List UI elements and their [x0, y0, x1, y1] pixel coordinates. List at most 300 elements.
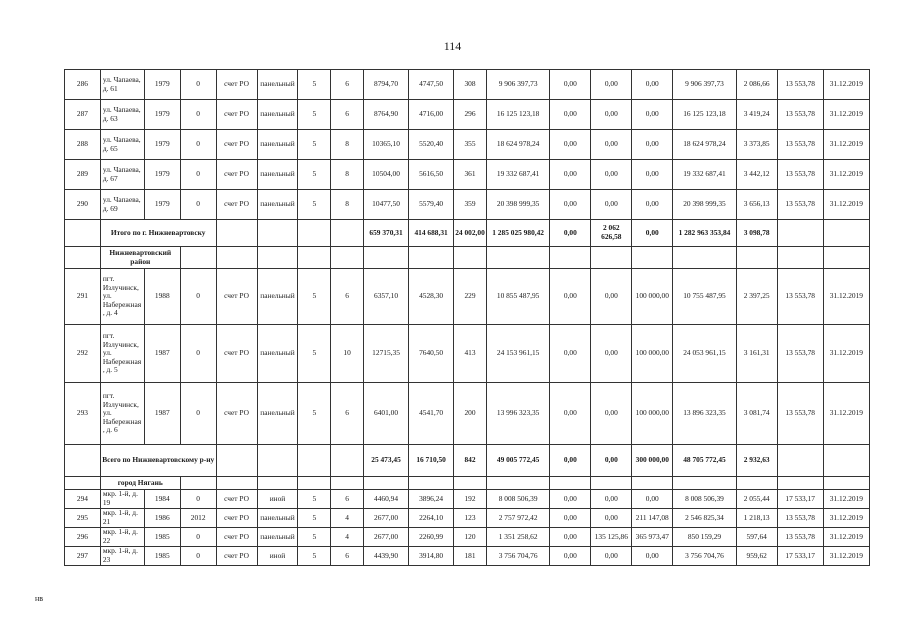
table-cell: 365 973,47 [632, 528, 673, 547]
table-cell: 1987 [144, 325, 180, 383]
table-cell: 0 [180, 160, 216, 190]
total-cell: 1 285 025 980,42 [486, 220, 549, 247]
table-cell: счет РО [216, 269, 257, 325]
table-cell: 5 [298, 383, 331, 445]
table-cell: 9 906 397,73 [486, 70, 549, 100]
table-cell: 296 [65, 528, 101, 547]
table-cell: 295 [65, 509, 101, 528]
total-cell: 842 [454, 445, 487, 477]
table-cell: иной [257, 547, 298, 566]
empty-cell [673, 247, 736, 269]
empty-cell [736, 477, 777, 490]
table-cell: 287 [65, 100, 101, 130]
table-cell: 308 [454, 70, 487, 100]
empty-cell [823, 247, 869, 269]
table-cell: 290 [65, 190, 101, 220]
table-cell: 13 553,78 [777, 100, 823, 130]
table-cell: 413 [454, 325, 487, 383]
empty-cell [216, 477, 257, 490]
table-cell: 0 [180, 269, 216, 325]
table-cell: 0,00 [591, 100, 632, 130]
empty-cell [409, 247, 454, 269]
table-cell: панельный [257, 509, 298, 528]
table-cell: ул. Чапаева, д. 61 [100, 70, 144, 100]
table-cell: 31.12.2019 [823, 509, 869, 528]
table-cell: мкр. 1-й, д. 22 [100, 528, 144, 547]
table-cell: 1985 [144, 547, 180, 566]
table-cell: 0,00 [550, 325, 591, 383]
table-cell: 4716,00 [409, 100, 454, 130]
table-cell: 18 624 978,24 [673, 130, 736, 160]
table-cell: 3 442,12 [736, 160, 777, 190]
empty-cell [298, 247, 331, 269]
table-cell: 5 [298, 70, 331, 100]
total-cell: 2 062 626,58 [591, 220, 632, 247]
table-cell: 0,00 [591, 325, 632, 383]
table-cell: 0,00 [632, 190, 673, 220]
empty-cell [331, 220, 364, 247]
table-cell: 31.12.2019 [823, 100, 869, 130]
table-cell: 3 081,74 [736, 383, 777, 445]
table-cell: 8794,70 [364, 70, 409, 100]
total-row [65, 220, 870, 247]
table-cell: 289 [65, 160, 101, 190]
section-row [65, 477, 870, 490]
table-cell: 31.12.2019 [823, 130, 869, 160]
empty-cell [331, 477, 364, 490]
empty-cell [65, 247, 101, 269]
table-cell: 1985 [144, 528, 180, 547]
empty-cell [409, 477, 454, 490]
table-cell: мкр. 1-й, д. 19 [100, 490, 144, 509]
footer-mark: нв [35, 594, 44, 603]
table-row [65, 528, 870, 547]
table-cell: 2 757 972,42 [486, 509, 549, 528]
table-row [65, 160, 870, 190]
table-cell: пгт. Излучинск, ул. Набережная, д. 4 [100, 269, 144, 325]
table-cell: 10 855 487,95 [486, 269, 549, 325]
table-cell: 3896,24 [409, 490, 454, 509]
table-cell: 1979 [144, 130, 180, 160]
table-cell: 3 756 704,76 [486, 547, 549, 566]
table-cell: 0 [180, 100, 216, 130]
empty-cell [777, 477, 823, 490]
table-cell: 13 553,78 [777, 269, 823, 325]
table-cell: 1979 [144, 100, 180, 130]
table-cell: 0,00 [550, 160, 591, 190]
table-cell: 0,00 [632, 70, 673, 100]
empty-cell [591, 477, 632, 490]
page-number: 114 [443, 39, 462, 53]
total-cell: 414 688,31 [409, 220, 454, 247]
empty-cell [298, 477, 331, 490]
table-cell: 288 [65, 130, 101, 160]
table-cell: счет РО [216, 130, 257, 160]
table-cell: 31.12.2019 [823, 490, 869, 509]
table-cell: 5 [298, 490, 331, 509]
table-row [65, 547, 870, 566]
table-cell: 5616,50 [409, 160, 454, 190]
empty-cell [823, 445, 869, 477]
table-cell: 12715,35 [364, 325, 409, 383]
table-cell: ул. Чапаева, д. 69 [100, 190, 144, 220]
table-cell: 0 [180, 70, 216, 100]
table-cell: 1988 [144, 269, 180, 325]
table-cell: панельный [257, 269, 298, 325]
table-cell: панельный [257, 70, 298, 100]
table-cell: 18 624 978,24 [486, 130, 549, 160]
table-cell: 6 [331, 547, 364, 566]
table-cell: 8 [331, 130, 364, 160]
total-cell: 0,00 [550, 220, 591, 247]
table-cell: 31.12.2019 [823, 528, 869, 547]
table-cell: 6357,10 [364, 269, 409, 325]
table-cell: 0 [180, 383, 216, 445]
empty-cell [65, 477, 101, 490]
empty-cell [257, 220, 298, 247]
table-cell: счет РО [216, 325, 257, 383]
table-cell: 0,00 [550, 190, 591, 220]
table-row [65, 383, 870, 445]
table-cell: 3 756 704,76 [673, 547, 736, 566]
empty-cell [632, 247, 673, 269]
table-cell: 17 533,17 [777, 490, 823, 509]
table-cell: 3 656,13 [736, 190, 777, 220]
table-cell: счет РО [216, 547, 257, 566]
table-cell: 1987 [144, 383, 180, 445]
table-cell: 2677,00 [364, 528, 409, 547]
table-cell: 5 [298, 509, 331, 528]
section-label: город Нягань [100, 477, 180, 490]
table-cell: 4460,94 [364, 490, 409, 509]
table-cell: 2677,00 [364, 509, 409, 528]
table-cell: 6 [331, 490, 364, 509]
total-cell: 24 002,00 [454, 220, 487, 247]
table-cell: 3 161,31 [736, 325, 777, 383]
table-row [65, 100, 870, 130]
table-cell: 0,00 [632, 490, 673, 509]
table-cell: 8 008 506,39 [673, 490, 736, 509]
table-cell: 1984 [144, 490, 180, 509]
table-cell: 13 553,78 [777, 509, 823, 528]
total-cell: 25 473,45 [364, 445, 409, 477]
table-row [65, 490, 870, 509]
empty-cell [257, 445, 298, 477]
table-cell: панельный [257, 130, 298, 160]
empty-cell [550, 247, 591, 269]
table-cell: ул. Чапаева, д. 67 [100, 160, 144, 190]
table-cell: 291 [65, 269, 101, 325]
table-cell: 17 533,17 [777, 547, 823, 566]
table-cell: пгт. Излучинск, ул. Набережная, д. 6 [100, 383, 144, 445]
table-cell: 4439,90 [364, 547, 409, 566]
table-cell: 13 553,78 [777, 160, 823, 190]
table-cell: 1986 [144, 509, 180, 528]
table-cell: 1979 [144, 160, 180, 190]
table-cell: 7640,50 [409, 325, 454, 383]
table-cell: 135 125,86 [591, 528, 632, 547]
table-cell: 5 [298, 100, 331, 130]
table-cell: 181 [454, 547, 487, 566]
table-cell: 5 [298, 160, 331, 190]
table-cell: 0,00 [591, 190, 632, 220]
table-cell: 2 055,44 [736, 490, 777, 509]
table-cell: 3 419,24 [736, 100, 777, 130]
total-row [65, 445, 870, 477]
table-cell: 13 553,78 [777, 190, 823, 220]
table-cell: 120 [454, 528, 487, 547]
empty-cell [298, 220, 331, 247]
table-cell: 1 351 258,62 [486, 528, 549, 547]
table-cell: 100 000,00 [632, 325, 673, 383]
empty-cell [823, 477, 869, 490]
table-cell: 297 [65, 547, 101, 566]
table-cell: 16 125 123,18 [486, 100, 549, 130]
empty-cell [777, 247, 823, 269]
table-cell: 10 [331, 325, 364, 383]
table-cell: 2 086,66 [736, 70, 777, 100]
table-cell: 0,00 [550, 509, 591, 528]
table-cell: 8764,90 [364, 100, 409, 130]
table-cell: 5579,40 [409, 190, 454, 220]
table-cell: панельный [257, 528, 298, 547]
table-cell: счет РО [216, 509, 257, 528]
total-cell: 3 098,78 [736, 220, 777, 247]
empty-cell [180, 247, 216, 269]
table-cell: 2264,10 [409, 509, 454, 528]
empty-cell [216, 445, 257, 477]
table-cell: 10477,50 [364, 190, 409, 220]
table-cell: 2012 [180, 509, 216, 528]
table-cell: панельный [257, 100, 298, 130]
table-cell: 31.12.2019 [823, 547, 869, 566]
table-cell: 8 [331, 160, 364, 190]
empty-cell [216, 220, 257, 247]
table-cell: счет РО [216, 100, 257, 130]
section-label: Нижневартовский район [100, 247, 180, 269]
total-cell: 1 282 963 353,84 [673, 220, 736, 247]
empty-cell [65, 445, 101, 477]
table-cell: 6 [331, 383, 364, 445]
empty-cell [673, 477, 736, 490]
table-cell: 13 553,78 [777, 383, 823, 445]
table-cell: 0,00 [550, 383, 591, 445]
table-cell: 0,00 [632, 130, 673, 160]
empty-cell [823, 220, 869, 247]
table-cell: панельный [257, 325, 298, 383]
total-label: Всего по Нижневартовскому р-ну [100, 445, 216, 477]
table-cell: 5520,40 [409, 130, 454, 160]
table-cell: 100 000,00 [632, 269, 673, 325]
table-cell: 0,00 [550, 100, 591, 130]
empty-cell [257, 247, 298, 269]
table-cell: 13 553,78 [777, 70, 823, 100]
table-cell: 13 553,78 [777, 528, 823, 547]
table-cell: 6 [331, 70, 364, 100]
table-cell: 0,00 [632, 160, 673, 190]
table-cell: 294 [65, 490, 101, 509]
table-cell: ул. Чапаева, д. 63 [100, 100, 144, 130]
table-cell: 4747,50 [409, 70, 454, 100]
table-body [65, 70, 870, 566]
table-cell: 24 053 961,15 [673, 325, 736, 383]
table-cell: 2 546 825,34 [673, 509, 736, 528]
table-cell: 20 398 999,35 [486, 190, 549, 220]
table-cell: иной [257, 490, 298, 509]
table-cell: 296 [454, 100, 487, 130]
table-row [65, 509, 870, 528]
table-cell: счет РО [216, 160, 257, 190]
table-cell: 959,62 [736, 547, 777, 566]
empty-cell [486, 247, 549, 269]
table-row [65, 190, 870, 220]
total-cell: 659 370,31 [364, 220, 409, 247]
table-cell: 850 159,29 [673, 528, 736, 547]
table-cell: 13 896 323,35 [673, 383, 736, 445]
table-cell: 6 [331, 100, 364, 130]
table-cell: 0,00 [550, 269, 591, 325]
empty-cell [331, 445, 364, 477]
table-cell: 0,00 [550, 490, 591, 509]
table-row [65, 325, 870, 383]
table-cell: 5 [298, 325, 331, 383]
table-cell: 8 [331, 190, 364, 220]
table-cell: 0,00 [632, 100, 673, 130]
total-cell: 48 705 772,45 [673, 445, 736, 477]
table-cell: 0,00 [550, 70, 591, 100]
table-cell: 13 553,78 [777, 325, 823, 383]
table-cell: 2 397,25 [736, 269, 777, 325]
table-cell: 2260,99 [409, 528, 454, 547]
total-cell: 0,00 [632, 220, 673, 247]
table-cell: 1979 [144, 70, 180, 100]
table-cell: 19 332 687,41 [486, 160, 549, 190]
table-cell: 0,00 [550, 547, 591, 566]
table-cell: 19 332 687,41 [673, 160, 736, 190]
table-cell: 361 [454, 160, 487, 190]
table-cell: счет РО [216, 490, 257, 509]
total-cell: 2 932,63 [736, 445, 777, 477]
empty-cell [777, 220, 823, 247]
table-cell: 0,00 [591, 547, 632, 566]
table-cell: 0,00 [591, 269, 632, 325]
table-cell: 100 000,00 [632, 383, 673, 445]
table-cell: 0 [180, 547, 216, 566]
table-cell: 1979 [144, 190, 180, 220]
table-cell: 31.12.2019 [823, 325, 869, 383]
total-cell: 16 710,50 [409, 445, 454, 477]
table-row [65, 269, 870, 325]
table-cell: 31.12.2019 [823, 190, 869, 220]
table-cell: 10365,10 [364, 130, 409, 160]
table-cell: счет РО [216, 383, 257, 445]
empty-cell [364, 247, 409, 269]
empty-cell [632, 477, 673, 490]
table-cell: 0,00 [591, 160, 632, 190]
total-label: Итого по г. Нижневартовску [100, 220, 216, 247]
table-cell: 5 [298, 547, 331, 566]
empty-cell [298, 445, 331, 477]
table-cell: 0,00 [591, 509, 632, 528]
table-cell: 0 [180, 325, 216, 383]
table-cell: 355 [454, 130, 487, 160]
table-cell: счет РО [216, 190, 257, 220]
section-row [65, 247, 870, 269]
table-cell: пгт. Излучинск, ул. Набережная, д. 5 [100, 325, 144, 383]
table-cell: 8 008 506,39 [486, 490, 549, 509]
table-cell: 5 [298, 190, 331, 220]
empty-cell [257, 477, 298, 490]
table-cell: 10 755 487,95 [673, 269, 736, 325]
table-cell: 5 [298, 269, 331, 325]
empty-cell [454, 247, 487, 269]
empty-cell [216, 247, 257, 269]
empty-cell [736, 247, 777, 269]
table-cell: 6401,00 [364, 383, 409, 445]
table-cell: мкр. 1-й, д. 21 [100, 509, 144, 528]
table-cell: 31.12.2019 [823, 383, 869, 445]
table-cell: 4528,30 [409, 269, 454, 325]
table-cell: 6 [331, 269, 364, 325]
housing-register-table [64, 69, 870, 566]
table-cell: 5 [298, 528, 331, 547]
table-cell: панельный [257, 383, 298, 445]
table-cell: панельный [257, 160, 298, 190]
table-cell: 293 [65, 383, 101, 445]
table-cell: 192 [454, 490, 487, 509]
table-cell: 24 153 961,15 [486, 325, 549, 383]
table-cell: 0,00 [591, 70, 632, 100]
table-cell: 0 [180, 490, 216, 509]
empty-cell [180, 477, 216, 490]
table-cell: 211 147,08 [632, 509, 673, 528]
empty-cell [591, 247, 632, 269]
table-cell: 229 [454, 269, 487, 325]
table-cell: 123 [454, 509, 487, 528]
table-cell: 597,64 [736, 528, 777, 547]
table-cell: 292 [65, 325, 101, 383]
table-cell: 16 125 123,18 [673, 100, 736, 130]
table-cell: 13 553,78 [777, 130, 823, 160]
table-cell: счет РО [216, 528, 257, 547]
table-cell: ул. Чапаева, д. 65 [100, 130, 144, 160]
table-cell: 286 [65, 70, 101, 100]
total-cell: 0,00 [591, 445, 632, 477]
table-cell: 9 906 397,73 [673, 70, 736, 100]
table-cell: панельный [257, 190, 298, 220]
table-cell: 0,00 [591, 383, 632, 445]
table-cell: 1 218,13 [736, 509, 777, 528]
empty-cell [777, 445, 823, 477]
empty-cell [454, 477, 487, 490]
table-cell: 5 [298, 130, 331, 160]
empty-cell [331, 247, 364, 269]
table-cell: 13 996 323,35 [486, 383, 549, 445]
table-cell: счет РО [216, 70, 257, 100]
table-cell: 0,00 [632, 547, 673, 566]
empty-cell [65, 220, 101, 247]
table-cell: 10504,00 [364, 160, 409, 190]
table-cell: 0 [180, 130, 216, 160]
table-cell: 0,00 [591, 130, 632, 160]
table-cell: 359 [454, 190, 487, 220]
table-cell: 200 [454, 383, 487, 445]
table-cell: 20 398 999,35 [673, 190, 736, 220]
table-cell: 0,00 [591, 490, 632, 509]
table-cell: 3914,80 [409, 547, 454, 566]
table-row [65, 70, 870, 100]
total-cell: 0,00 [550, 445, 591, 477]
